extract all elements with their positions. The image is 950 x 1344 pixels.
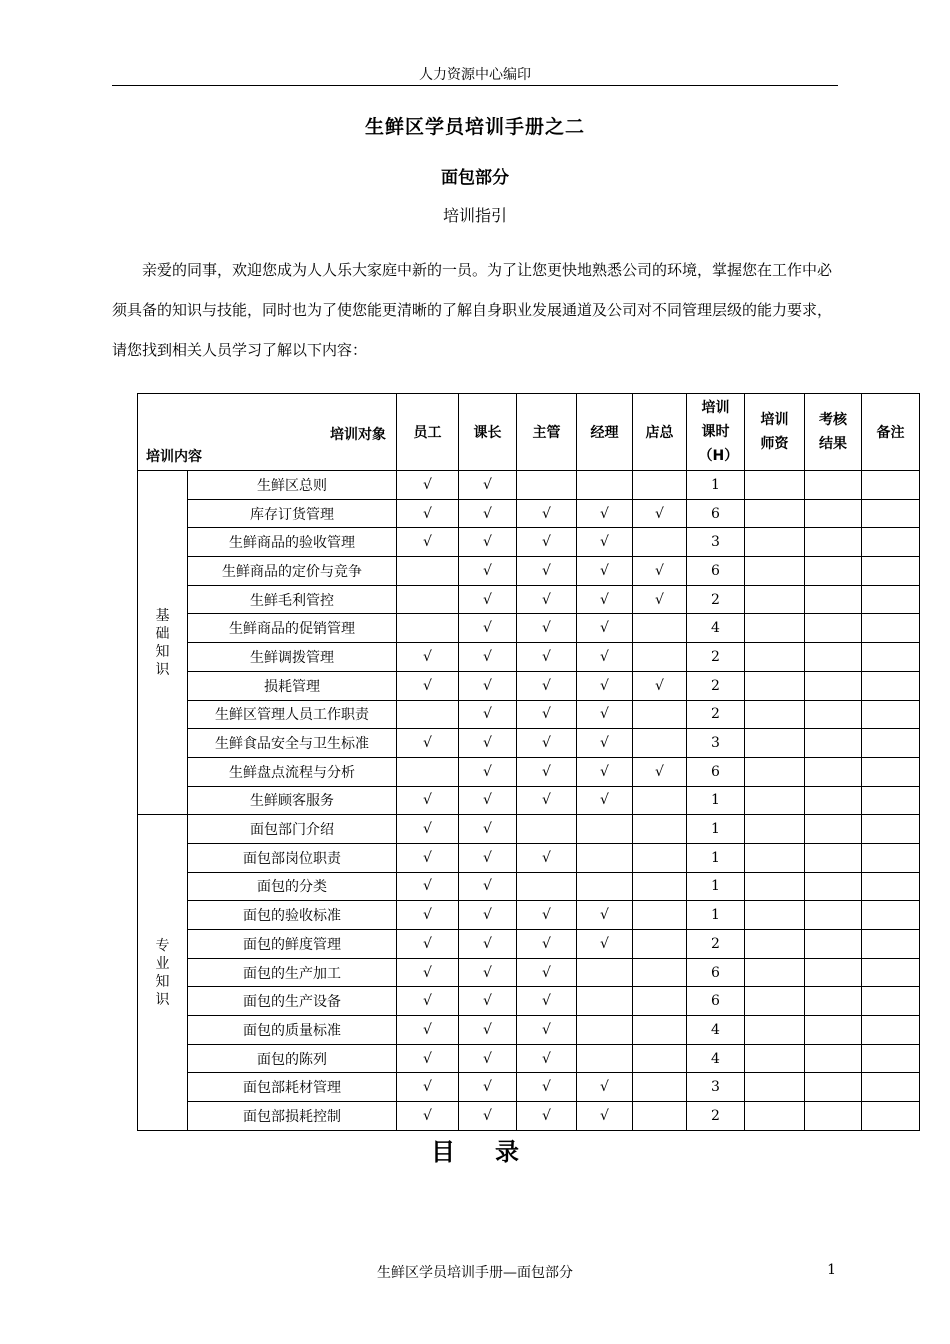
check-cell: √	[459, 987, 517, 1016]
result-cell	[805, 815, 862, 844]
check-cell: √	[459, 815, 517, 844]
trainer-cell	[745, 930, 805, 959]
trainer-cell	[745, 471, 805, 500]
check-cell: √	[397, 643, 459, 672]
check-cell: √	[577, 585, 633, 614]
remarks-cell	[862, 901, 920, 930]
result-cell	[805, 901, 862, 930]
remarks-cell	[862, 1044, 920, 1073]
trainer-cell	[745, 1102, 805, 1131]
trainer-cell	[745, 1016, 805, 1045]
remarks-cell	[862, 614, 920, 643]
check-cell	[577, 958, 633, 987]
remarks-cell	[862, 1073, 920, 1102]
training-item: 生鲜毛利管控	[188, 585, 397, 614]
check-cell	[397, 614, 459, 643]
check-cell: √	[459, 930, 517, 959]
result-cell	[805, 987, 862, 1016]
check-cell: √	[577, 499, 633, 528]
check-cell	[517, 815, 577, 844]
column-header: 备注	[862, 394, 920, 471]
check-cell	[633, 614, 687, 643]
result-cell	[805, 557, 862, 586]
check-cell: √	[459, 614, 517, 643]
table-row	[138, 987, 920, 1016]
check-cell	[517, 872, 577, 901]
check-cell	[397, 557, 459, 586]
column-header: 经理	[577, 394, 633, 471]
remarks-cell	[862, 729, 920, 758]
check-cell: √	[577, 930, 633, 959]
check-cell: √	[459, 1102, 517, 1131]
hours-cell: 6	[687, 557, 745, 586]
remarks-cell	[862, 585, 920, 614]
category-cell	[138, 815, 188, 1131]
check-cell	[633, 987, 687, 1016]
intro-paragraph	[112, 250, 838, 370]
check-cell: √	[459, 901, 517, 930]
table-row	[138, 815, 920, 844]
check-cell: √	[577, 557, 633, 586]
check-cell: √	[517, 729, 577, 758]
hours-cell: 6	[687, 757, 745, 786]
check-cell: √	[577, 786, 633, 815]
trainer-cell	[745, 700, 805, 729]
category-cell	[138, 471, 188, 815]
hours-cell: 6	[687, 987, 745, 1016]
check-cell: √	[517, 843, 577, 872]
remarks-cell	[862, 958, 920, 987]
result-cell	[805, 1073, 862, 1102]
check-cell: √	[397, 815, 459, 844]
check-cell	[633, 901, 687, 930]
result-cell	[805, 729, 862, 758]
training-item: 生鲜顾客服务	[188, 786, 397, 815]
table-row	[138, 1102, 920, 1131]
check-cell: √	[517, 786, 577, 815]
check-cell: √	[459, 1016, 517, 1045]
trainer-cell	[745, 958, 805, 987]
header-rule	[112, 85, 838, 86]
remarks-cell	[862, 1102, 920, 1131]
trainer-cell	[745, 815, 805, 844]
trainer-cell	[745, 643, 805, 672]
check-cell	[633, 643, 687, 672]
table-row	[138, 729, 920, 758]
column-header	[687, 394, 745, 471]
table-header-row	[138, 394, 920, 471]
training-item: 面包部耗材管理	[188, 1073, 397, 1102]
check-cell	[633, 815, 687, 844]
check-cell: √	[397, 843, 459, 872]
training-item: 面包的陈列	[188, 1044, 397, 1073]
check-cell	[577, 872, 633, 901]
check-cell: √	[459, 700, 517, 729]
check-cell: √	[517, 958, 577, 987]
result-cell	[805, 843, 862, 872]
column-header: 店总	[633, 394, 687, 471]
check-cell: √	[397, 671, 459, 700]
hours-cell: 3	[687, 1073, 745, 1102]
result-cell	[805, 958, 862, 987]
column-header-result: 考核结果	[819, 412, 847, 452]
check-cell: √	[517, 528, 577, 557]
check-cell	[633, 528, 687, 557]
check-cell: √	[459, 958, 517, 987]
corner-top-label: 培训对象	[330, 427, 386, 443]
check-cell: √	[577, 614, 633, 643]
table-row	[138, 1044, 920, 1073]
check-cell: √	[517, 557, 577, 586]
training-item: 生鲜区总则	[188, 471, 397, 500]
hours-cell: 1	[687, 471, 745, 500]
table-row	[138, 1073, 920, 1102]
check-cell	[577, 1016, 633, 1045]
check-cell	[633, 1016, 687, 1045]
table-row	[138, 1016, 920, 1045]
check-cell: √	[397, 930, 459, 959]
document-title: 生鲜区学员培训手册之二	[364, 116, 585, 138]
training-item: 生鲜盘点流程与分析	[188, 757, 397, 786]
check-cell: √	[397, 528, 459, 557]
check-cell	[633, 1044, 687, 1073]
check-cell	[577, 471, 633, 500]
check-cell: √	[459, 499, 517, 528]
check-cell	[397, 757, 459, 786]
remarks-cell	[862, 987, 920, 1016]
section-title: 面包部分	[441, 168, 509, 188]
check-cell	[577, 815, 633, 844]
trainer-cell	[745, 786, 805, 815]
table-row	[138, 786, 920, 815]
check-cell: √	[517, 987, 577, 1016]
result-cell	[805, 872, 862, 901]
training-item: 损耗管理	[188, 671, 397, 700]
table-row	[138, 528, 920, 557]
check-cell: √	[633, 585, 687, 614]
check-cell: √	[397, 958, 459, 987]
training-item: 生鲜调拨管理	[188, 643, 397, 672]
check-cell: √	[633, 671, 687, 700]
check-cell: √	[397, 901, 459, 930]
trainer-cell	[745, 843, 805, 872]
column-header: 课长	[459, 394, 517, 471]
check-cell: √	[397, 1044, 459, 1073]
hours-cell: 3	[687, 528, 745, 557]
check-cell	[633, 786, 687, 815]
check-cell	[577, 1044, 633, 1073]
trainer-cell	[745, 614, 805, 643]
remarks-cell	[862, 643, 920, 672]
hours-cell: 2	[687, 700, 745, 729]
table-row	[138, 843, 920, 872]
table-row	[138, 671, 920, 700]
check-cell	[633, 843, 687, 872]
table-row	[138, 901, 920, 930]
column-header	[805, 394, 862, 471]
check-cell: √	[577, 1102, 633, 1131]
check-cell: √	[459, 1044, 517, 1073]
table-row	[138, 499, 920, 528]
check-cell: √	[397, 1073, 459, 1102]
check-cell: √	[459, 585, 517, 614]
check-cell: √	[397, 1016, 459, 1045]
check-cell: √	[459, 757, 517, 786]
hours-cell: 2	[687, 1102, 745, 1131]
remarks-cell	[862, 930, 920, 959]
check-cell	[397, 585, 459, 614]
remarks-cell	[862, 528, 920, 557]
table-row	[138, 757, 920, 786]
check-cell: √	[517, 1102, 577, 1131]
result-cell	[805, 1016, 862, 1045]
hours-cell: 6	[687, 958, 745, 987]
hours-cell: 4	[687, 1044, 745, 1073]
hours-cell: 2	[687, 671, 745, 700]
check-cell: √	[577, 700, 633, 729]
hours-cell: 3	[687, 729, 745, 758]
remarks-cell	[862, 786, 920, 815]
corner-bottom-label: 培训内容	[146, 449, 202, 465]
training-item: 面包的分类	[188, 872, 397, 901]
check-cell	[633, 872, 687, 901]
result-cell	[805, 786, 862, 815]
subsection-title: 培训指引	[442, 206, 507, 225]
check-cell: √	[633, 757, 687, 786]
check-cell: √	[577, 671, 633, 700]
check-cell: √	[459, 786, 517, 815]
trainer-cell	[745, 557, 805, 586]
check-cell: √	[397, 729, 459, 758]
check-cell: √	[397, 499, 459, 528]
training-item: 生鲜食品安全与卫生标准	[188, 729, 397, 758]
hours-cell: 6	[687, 499, 745, 528]
result-cell	[805, 1102, 862, 1131]
check-cell	[633, 1102, 687, 1131]
check-cell: √	[517, 643, 577, 672]
check-cell	[633, 958, 687, 987]
check-cell: √	[397, 1102, 459, 1131]
hours-cell: 1	[687, 901, 745, 930]
result-cell	[805, 930, 862, 959]
check-cell: √	[517, 700, 577, 729]
check-cell: √	[397, 471, 459, 500]
remarks-cell	[862, 499, 920, 528]
check-cell: √	[517, 1044, 577, 1073]
check-cell: √	[397, 786, 459, 815]
check-cell	[397, 700, 459, 729]
result-cell	[805, 499, 862, 528]
hours-cell: 4	[687, 614, 745, 643]
result-cell	[805, 471, 862, 500]
table-row	[138, 557, 920, 586]
result-cell	[805, 585, 862, 614]
training-item: 生鲜区管理人员工作职责	[188, 700, 397, 729]
training-item: 生鲜商品的促销管理	[188, 614, 397, 643]
training-item: 面包部门介绍	[188, 815, 397, 844]
check-cell	[633, 729, 687, 758]
category-label: 基础知识	[155, 607, 170, 678]
check-cell: √	[577, 643, 633, 672]
table-row	[138, 872, 920, 901]
check-cell: √	[517, 1073, 577, 1102]
column-header: 主管	[517, 394, 577, 471]
check-cell	[633, 1073, 687, 1102]
hours-cell: 2	[687, 643, 745, 672]
remarks-cell	[862, 872, 920, 901]
check-cell: √	[517, 901, 577, 930]
check-cell: √	[517, 671, 577, 700]
trainer-cell	[745, 1044, 805, 1073]
check-cell: √	[397, 872, 459, 901]
remarks-cell	[862, 757, 920, 786]
training-item: 面包部损耗控制	[188, 1102, 397, 1131]
trainer-cell	[745, 671, 805, 700]
column-header-trainer: 培训师资	[760, 412, 789, 452]
table-body	[138, 471, 920, 1131]
result-cell	[805, 643, 862, 672]
check-cell	[633, 700, 687, 729]
trainer-cell	[745, 872, 805, 901]
remarks-cell	[862, 671, 920, 700]
column-header-hours: 培训课时（H）	[698, 400, 739, 464]
check-cell: √	[517, 614, 577, 643]
check-cell	[633, 930, 687, 959]
table-row	[138, 700, 920, 729]
check-cell: √	[517, 585, 577, 614]
check-cell: √	[577, 1073, 633, 1102]
hours-cell: 1	[687, 815, 745, 844]
check-cell	[577, 843, 633, 872]
result-cell	[805, 528, 862, 557]
training-item: 生鲜商品的验收管理	[188, 528, 397, 557]
result-cell	[805, 671, 862, 700]
check-cell	[517, 471, 577, 500]
remarks-cell	[862, 557, 920, 586]
training-item: 面包的生产设备	[188, 987, 397, 1016]
toc-title: 目录	[431, 1138, 559, 1166]
check-cell: √	[459, 643, 517, 672]
hours-cell: 1	[687, 872, 745, 901]
check-cell: √	[577, 757, 633, 786]
table-row	[138, 614, 920, 643]
trainer-cell	[745, 987, 805, 1016]
check-cell: √	[517, 1016, 577, 1045]
page-footer	[112, 1262, 838, 1282]
hours-cell: 2	[687, 930, 745, 959]
result-cell	[805, 614, 862, 643]
check-cell: √	[577, 528, 633, 557]
check-cell: √	[459, 843, 517, 872]
table-row	[138, 643, 920, 672]
remarks-cell	[862, 815, 920, 844]
result-cell	[805, 700, 862, 729]
remarks-cell	[862, 471, 920, 500]
training-table	[137, 393, 920, 1131]
check-cell: √	[459, 1073, 517, 1102]
check-cell: √	[459, 557, 517, 586]
check-cell	[633, 471, 687, 500]
footer-text: 生鲜区学员培训手册—面包部分	[377, 1265, 573, 1281]
check-cell: √	[577, 901, 633, 930]
category-label: 专业知识	[155, 937, 170, 1008]
training-item: 面包的验收标准	[188, 901, 397, 930]
trainer-cell	[745, 757, 805, 786]
training-item: 面包的生产加工	[188, 958, 397, 987]
check-cell: √	[517, 757, 577, 786]
training-item: 面包的鲜度管理	[188, 930, 397, 959]
table-row	[138, 958, 920, 987]
hours-cell: 1	[687, 843, 745, 872]
check-cell: √	[459, 872, 517, 901]
trainer-cell	[745, 1073, 805, 1102]
trainer-cell	[745, 499, 805, 528]
check-cell: √	[633, 557, 687, 586]
check-cell: √	[577, 729, 633, 758]
check-cell: √	[517, 930, 577, 959]
check-cell: √	[517, 499, 577, 528]
hours-cell: 1	[687, 786, 745, 815]
corner-cell	[138, 394, 397, 471]
table-row	[138, 471, 920, 500]
column-header	[745, 394, 805, 471]
check-cell	[577, 987, 633, 1016]
remarks-cell	[862, 700, 920, 729]
table-row	[138, 930, 920, 959]
trainer-cell	[745, 585, 805, 614]
result-cell	[805, 1044, 862, 1073]
hours-cell: 2	[687, 585, 745, 614]
trainer-cell	[745, 729, 805, 758]
check-cell: √	[459, 471, 517, 500]
page-number: 1	[827, 1262, 836, 1278]
check-cell: √	[397, 987, 459, 1016]
trainer-cell	[745, 528, 805, 557]
page-header: 人力资源中心编印	[419, 67, 531, 83]
training-item: 面包部岗位职责	[188, 843, 397, 872]
column-header: 员工	[397, 394, 459, 471]
table-row	[138, 585, 920, 614]
remarks-cell	[862, 1016, 920, 1045]
remarks-cell	[862, 843, 920, 872]
hours-cell: 4	[687, 1016, 745, 1045]
intro-text: 亲爱的同事，欢迎您成为人人乐大家庭中新的一员。为了让您更快地熟悉公司的环境，掌握您在工作中必须具备的知识与技能，同时也为了使您能更清晰的了解自身职业发展通道及公司对不同管理层级的能力要求，请您找到相关人员学习了解以下内容：	[112, 261, 833, 359]
training-item: 生鲜商品的定价与竞争	[188, 557, 397, 586]
check-cell: √	[459, 528, 517, 557]
check-cell: √	[459, 729, 517, 758]
check-cell: √	[633, 499, 687, 528]
trainer-cell	[745, 901, 805, 930]
training-item: 库存订货管理	[188, 499, 397, 528]
training-item: 面包的质量标准	[188, 1016, 397, 1045]
check-cell: √	[459, 671, 517, 700]
result-cell	[805, 757, 862, 786]
